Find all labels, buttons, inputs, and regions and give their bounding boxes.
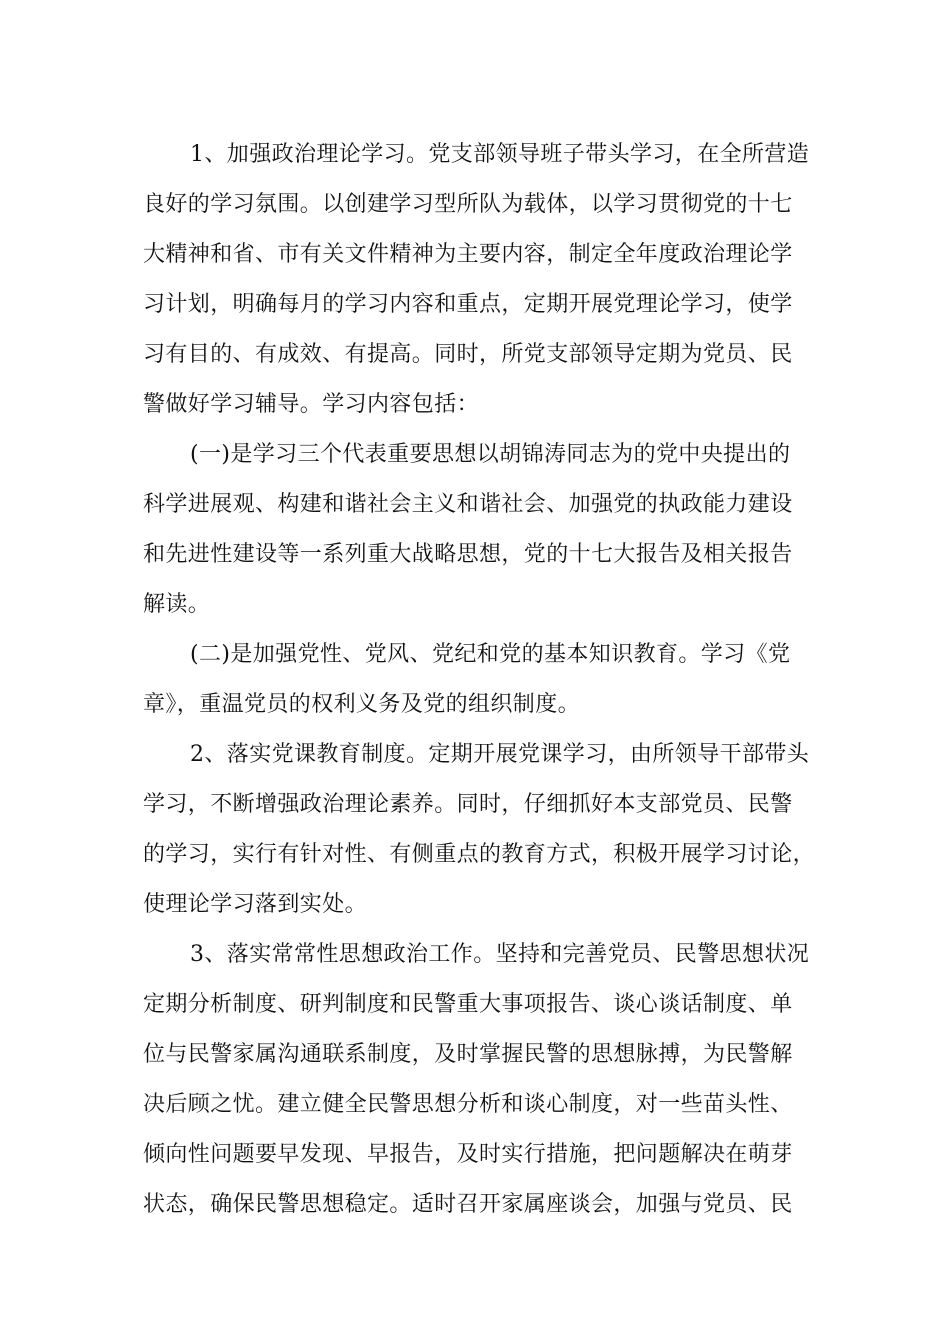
text-line: 习有目的、有成效、有提高。同时，所党支部领导定期为党员、民: [143, 342, 793, 367]
text-line: 学习，不断增强政治理论素养。同时，仔细抓好本支部党员、民警: [143, 792, 793, 817]
text-line: 决后顾之忧。建立健全民警思想分析和谈心制度，对一些苗头性、: [143, 1092, 793, 1117]
text-line: (一)是学习三个代表重要思想以胡锦涛同志为的党中央提出的: [190, 442, 791, 467]
text-line: 习计划，明确每月的学习内容和重点，定期开展党理论学习，使学: [143, 292, 793, 317]
text-line: 状态，确保民警思想稳定。适时召开家属座谈会，加强与党员、民: [143, 1192, 793, 1217]
text-line: 3、落实常常性思想政治工作。坚持和完善党员、民警思想状况: [190, 942, 810, 967]
text-line: 定期分析制度、研判制度和民警重大事项报告、谈心谈话制度、单: [143, 992, 793, 1017]
text-line: 大精神和省、市有关文件精神为主要内容，制定全年度政治理论学: [143, 242, 793, 267]
text-line: 的学习，实行有针对性、有侧重点的教育方式，积极开展学习讨论，: [143, 842, 816, 867]
text-line: 和先进性建设等一系列重大战略思想，党的十七大报告及相关报告: [143, 542, 793, 567]
text-line: 位与民警家属沟通联系制度，及时掌握民警的思想脉搏，为民警解: [143, 1042, 793, 1067]
text-line: 使理论学习落到实处。: [143, 892, 368, 917]
text-line: 章》，重温党员的权利义务及党的组织制度。: [143, 692, 581, 717]
text-line: 1、加强政治理论学习。党支部领导班子带头学习，在全所营造: [190, 142, 810, 167]
text-line: 科学进展观、构建和谐社会主义和谐社会、加强党的执政能力建设: [143, 492, 793, 517]
text-line: (二)是加强党性、党风、党纪和党的基本知识教育。学习《党: [190, 642, 791, 667]
text-line: 2、落实党课教育制度。定期开展党课学习，由所领导干部带头: [190, 742, 810, 767]
text-line: 倾向性问题要早发现、早报告，及时实行措施，把问题解决在萌芽: [143, 1142, 793, 1167]
text-line: 良好的学习氛围。以创建学习型所队为载体，以学习贯彻党的十七: [143, 192, 793, 217]
text-line: 解读。: [143, 592, 211, 617]
text-line: 警做好学习辅导。学习内容包括：: [143, 392, 480, 417]
